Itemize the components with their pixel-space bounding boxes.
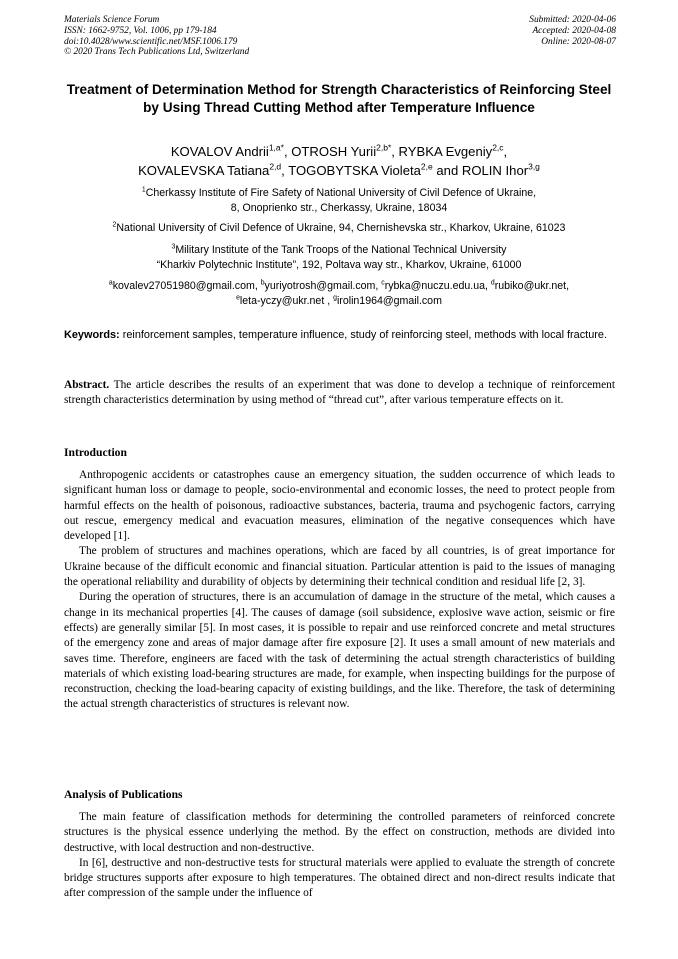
email-link[interactable]: rybka@nuczu.edu.ua, xyxy=(384,280,488,292)
introduction-heading: Introduction xyxy=(64,446,127,459)
email-mark: g xyxy=(333,294,337,302)
affil-number: 3 xyxy=(171,243,176,251)
abstract-text: The article describes the results of an experiment that was done to develop a technique of reinforcement strength characteristics determination by using method of “thread cut”, after various temperature effects on it. xyxy=(64,379,615,407)
author-list xyxy=(55,142,623,180)
author-line-2: KOVALEVSKA Tatiana$^{2,d}$, TOGOBYTSKA Violeta$^{2,e}$ and ROLIN Ihor$^{3,g}$ xyxy=(138,161,540,178)
author-name: RYBKA Evgeniy xyxy=(398,144,493,159)
journal-name: Materials Science Forum xyxy=(64,15,160,25)
author-name: KOVALOV Andrii xyxy=(170,144,269,159)
analysis-heading: Analysis of Publications xyxy=(64,788,183,801)
author-name: TOGOBYTSKA Violeta xyxy=(288,163,421,178)
email-link[interactable]: leta-yczy@ukr.net , xyxy=(239,295,331,307)
email-mark: c xyxy=(381,279,385,287)
paragraph: In [6], destructive and non-destructive tests for structural materials were applied to evaluate the strength of concrete bridge structures supports after exposure to high temperatures. The obtained direct and non-direct results indicate that after compression of the sample under the influence of xyxy=(64,856,615,900)
affiliation-3 xyxy=(55,243,623,273)
author-name: KOVALEVSKA Tatiana xyxy=(138,163,270,178)
journal-header xyxy=(64,15,249,58)
affil-text: “Kharkiv Polytechnic Institute”, 192, Poltava way str., Kharkov, Ukraine, 61000 xyxy=(156,259,522,271)
journal-doi[interactable]: doi:10.4028/www.scientific.net/MSF.1006.179 xyxy=(64,36,238,47)
keywords-text: reinforcement samples, temperature influence, study of reinforcing steel, methods with local fracture. xyxy=(122,329,607,341)
paragraph: Anthropogenic accidents or catastrophes cause an emergency situation, the sudden occurrence of which leads to significant human loss or damage to people, socio-environmental and economic losses, the need to protect people from harmful effects on the health of poisonous, radioactive substances, bacteria, trauma and psychogenic factors, carrying out rescue, emergency medical and evacuation measures, elimination of the negative consequences which have developed [1]. xyxy=(64,469,615,543)
author-affil-mark: 1,a* xyxy=(268,142,284,153)
author-affil-mark: 2,e xyxy=(420,161,433,172)
paragraph: During the operation of structures, there is an accumulation of damage in the structure of the metal, which causes a change in its mechanical properties [4]. The causes of damage (soil subsidence, explosive wave action, seismic or fire effects) are generally similar [5]. In most cases, it is possible to repair and use reinforced concrete and metal structures of the emergency zone and areas of major damage after fire exposure [2]. It uses a small amount of new materials and saves time. Therefore, engineers are faced with the task of determining the actual strength characteristics of building materials of which existing load-bearing structures are made, for example, when inspecting buildings for the purpose of reconstruction, checking the load-bearing capacity of existing buildings, and the like. Therefore, the task of determining the actual strength characteristics of structures is relevant now. xyxy=(64,591,615,711)
email-link[interactable]: irolin1964@gmail.com xyxy=(336,295,442,307)
paper-title: Treatment of Determination Method for Strength Characteristics of Reinforcing Steel by Using Thread Cutting Method after Temperature Influence xyxy=(66,82,612,115)
journal-issn: ISSN: 1662-9752, Vol. 1006, pp 179-184 xyxy=(64,25,217,36)
email-link[interactable]: kovalev27051980@gmail.com, xyxy=(112,280,258,292)
abstract-block xyxy=(64,378,615,408)
paragraph: The problem of structures and machines operations, which are faced by all countries, is of great importance for Ukraine because of the difficult economic and financial situation. Particular attention is paid to the issues of managing the operational reliability and durability of objects by determining their technical condition and residual life [2, 3]. xyxy=(64,545,615,589)
author-affil-mark: 2,b* xyxy=(376,142,392,153)
affil-text: 8, Onoprienko str., Cherkassy, Ukraine, 18034 xyxy=(230,202,448,214)
email-list xyxy=(55,279,623,309)
author-affil-mark: 2,d xyxy=(269,161,282,172)
analysis-body xyxy=(64,810,615,902)
email-mark: a xyxy=(108,279,113,287)
journal-copyright: © 2020 Trans Tech Publications Ltd, Switzerland xyxy=(64,47,250,58)
keywords-block xyxy=(64,328,615,343)
introduction-body xyxy=(64,468,615,713)
email-mark: b xyxy=(260,279,265,287)
author-affil-mark: 3,g xyxy=(528,161,540,172)
author-affil-mark: 2,c xyxy=(492,142,504,153)
online-date: Online: 2020-08-07 xyxy=(541,36,616,47)
affil-number: 2 xyxy=(112,221,117,229)
author-name: OTROSH Yurii xyxy=(291,144,377,159)
email-mark: d xyxy=(490,279,495,287)
email-link[interactable]: rubiko@ukr.net, xyxy=(494,280,570,292)
email-mark: e xyxy=(236,294,240,302)
author-name: ROLIN Ihor xyxy=(461,163,529,178)
author-line-1: KOVALOV Andrii$^{1,a*}$, OTROSH Yurii$^{2,b*}$, RYBKA Evgeniy$^{2,c}$, xyxy=(170,142,508,159)
accepted-date: Accepted: 2020-04-08 xyxy=(532,25,616,36)
submitted-date: Submitted: 2020-04-06 xyxy=(529,15,616,25)
affil-text: Military Institute of the Tank Troops of the National Technical University xyxy=(175,244,507,256)
paragraph: The main feature of classification methods for determining the controlled parameters of reinforced concrete structures is the physical essence underlying the method. By the effect on construction, methods are divided into destructive, with local destruction and non-destructive. xyxy=(64,811,615,854)
affiliation-1 xyxy=(55,186,623,216)
affil-text: National University of Civil Defence of Ukraine, 94, Chernishevska str., Kharkov, Ukraine, 61023 xyxy=(116,222,566,234)
abstract-label: Abstract. xyxy=(64,379,110,391)
keywords-label: Keywords: xyxy=(64,329,120,341)
email-link[interactable]: yuriyotrosh@gmail.com, xyxy=(264,280,379,292)
affil-number: 1 xyxy=(141,186,146,194)
affiliation-2 xyxy=(55,221,623,236)
affil-text: Cherkassy Institute of Fire Safety of National University of Civil Defence of Ukraine, xyxy=(145,187,537,199)
dates-header xyxy=(529,15,616,47)
